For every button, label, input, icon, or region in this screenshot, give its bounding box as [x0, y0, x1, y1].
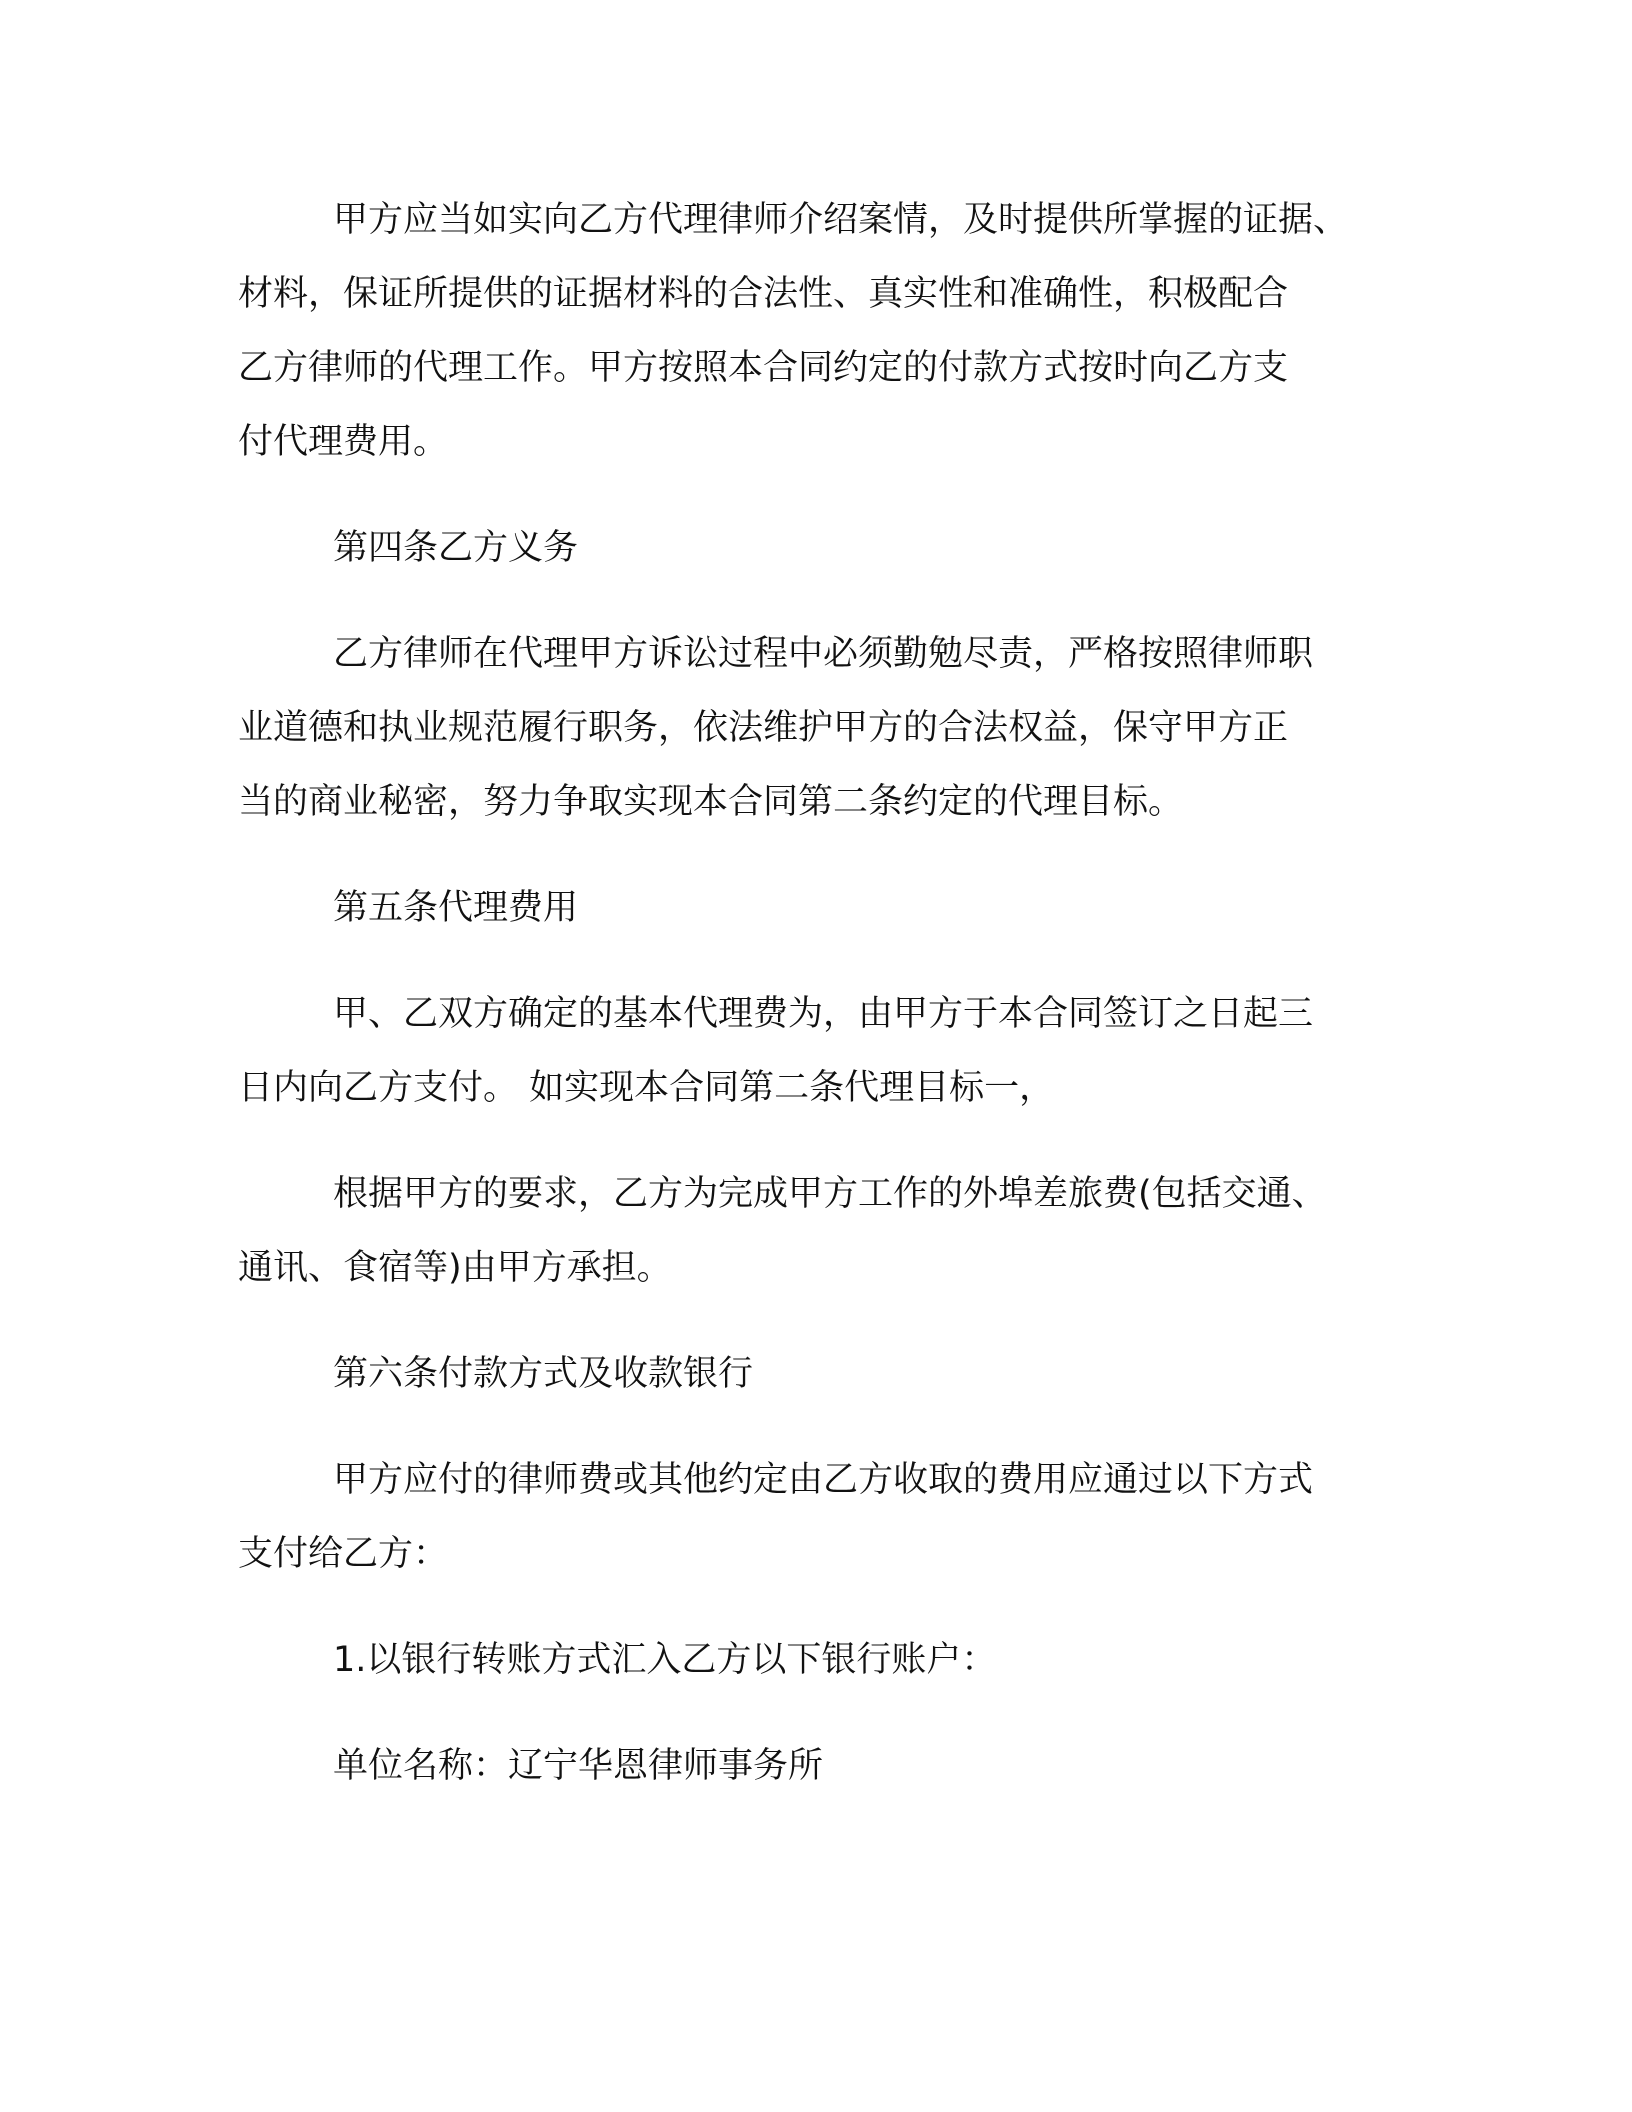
- paragraph-agency-fee-line-2: 日内向乙方支付。 如实现本合同第二条代理目标一，: [238, 1068, 1055, 1108]
- paragraph-travel-expenses-line-2: 通讯、食宿等)由甲方承担。: [238, 1248, 672, 1288]
- paragraph-payment-method-line-2: 支付给乙方：: [238, 1534, 449, 1574]
- section-heading-article-4: 第四条乙方义务: [333, 528, 579, 568]
- section-heading-article-6: 第六条付款方式及收款银行: [333, 1354, 754, 1394]
- paragraph-party-a-duties-line-1: 甲方应当如实向乙方代理律师介绍案情，及时提供所掌握的证据、: [333, 200, 1349, 240]
- paragraph-party-a-duties-line-4: 付代理费用。: [238, 422, 449, 462]
- paragraph-agency-fee-line-1: 甲、乙双方确定的基本代理费为，由甲方于本合同签订之日起三: [333, 994, 1314, 1034]
- section-heading-article-5: 第五条代理费用: [333, 888, 579, 928]
- paragraph-travel-expenses-line-1: 根据甲方的要求，乙方为完成甲方工作的外埠差旅费(包括交通、: [333, 1174, 1327, 1214]
- list-item-bank-transfer: 1.以银行转账方式汇入乙方以下银行账户：: [333, 1640, 997, 1680]
- paragraph-payment-method-line-1: 甲方应付的律师费或其他约定由乙方收取的费用应通过以下方式: [333, 1460, 1314, 1500]
- paragraph-party-b-duties-line-1: 乙方律师在代理甲方诉讼过程中必须勤勉尽责，严格按照律师职: [333, 634, 1314, 674]
- field-unit-name: 单位名称：辽宁华恩律师事务所: [333, 1746, 824, 1786]
- paragraph-party-a-duties-line-2: 材料，保证所提供的证据材料的合法性、真实性和准确性，积极配合: [238, 274, 1289, 314]
- paragraph-party-a-duties-line-3: 乙方律师的代理工作。甲方按照本合同约定的付款方式按时向乙方支: [238, 348, 1289, 388]
- paragraph-party-b-duties-line-3: 当的商业秘密，努力争取实现本合同第二条约定的代理目标。: [238, 782, 1184, 822]
- paragraph-party-b-duties-line-2: 业道德和执业规范履行职务，依法维护甲方的合法权益，保守甲方正: [238, 708, 1289, 748]
